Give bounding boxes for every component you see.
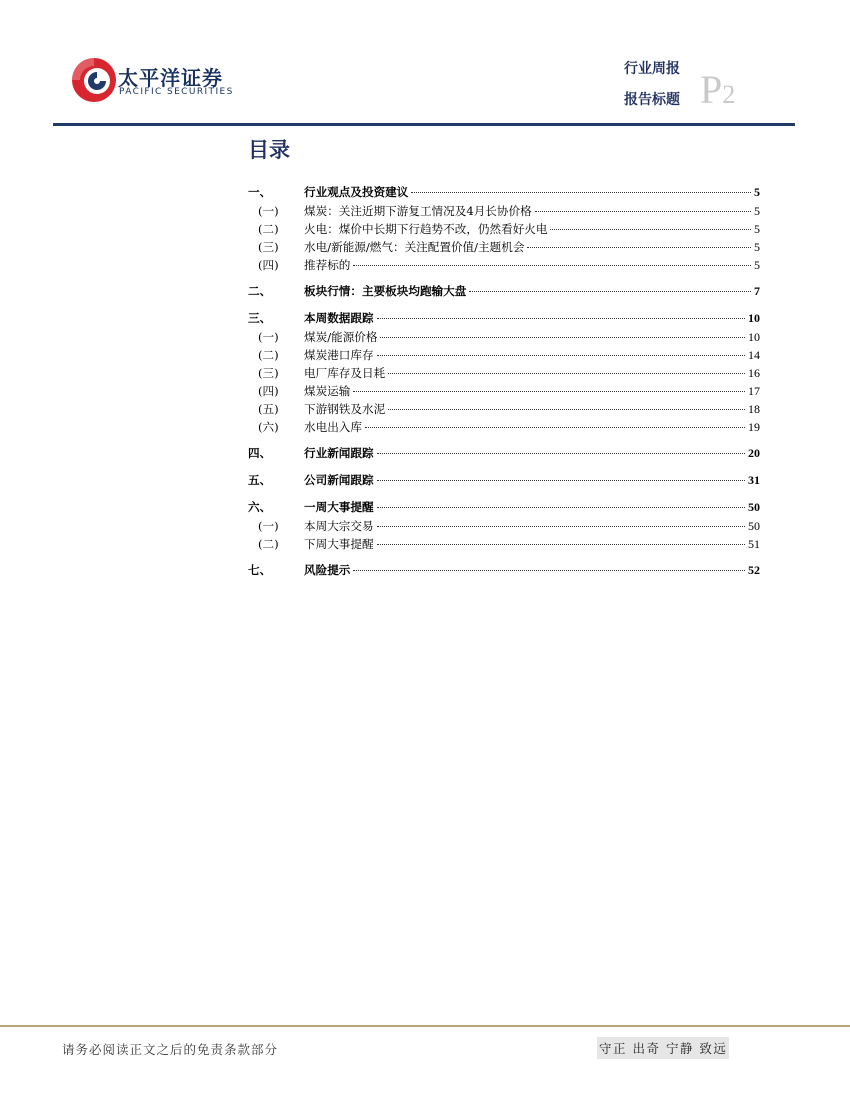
toc-entry-page: 50 xyxy=(748,519,760,533)
toc-subentry[interactable] xyxy=(248,518,760,536)
toc-entry-number: (一) xyxy=(258,519,279,533)
toc-entry-label: 一周大事提醒 xyxy=(304,500,374,514)
toc-entry-number: (一) xyxy=(258,330,279,344)
page-indicator xyxy=(700,66,735,113)
toc-subentry[interactable] xyxy=(248,203,760,221)
toc-dot-leader xyxy=(469,291,751,292)
page-letter: P xyxy=(700,67,723,112)
toc-entry-number: 七、 xyxy=(248,563,272,577)
toc-subentry[interactable] xyxy=(248,329,760,347)
toc-entry-label: 本周大宗交易 xyxy=(304,519,374,533)
toc-entry-label: 水电出入库 xyxy=(304,420,362,434)
logo-english-name: PACIFIC SECURITIES xyxy=(119,87,234,97)
toc-entry-page: 50 xyxy=(748,500,760,514)
toc-entry-label: 风险提示 xyxy=(304,563,351,577)
toc-subentry[interactable] xyxy=(248,239,760,257)
toc-entry-label: 公司新闻跟踪 xyxy=(304,473,374,487)
toc-gap xyxy=(248,464,760,472)
toc-dot-leader xyxy=(377,507,745,508)
report-type: 行业周报 xyxy=(624,61,680,77)
toc-dot-leader xyxy=(388,409,745,410)
toc-entry[interactable] xyxy=(248,472,760,491)
toc-entry-label: 火电：煤价中长期下行趋势不改，仍然看好火电 xyxy=(304,222,548,236)
toc-gap xyxy=(248,302,760,310)
toc-entry-label: 水电/新能源/燃气：关注配置价值/主题机会 xyxy=(304,240,525,254)
toc-entry-page: 17 xyxy=(748,384,760,398)
toc-entry-page: 19 xyxy=(748,420,760,434)
toc-title: 目录 xyxy=(248,138,290,162)
page-number: 2 xyxy=(722,80,736,109)
toc-entry[interactable] xyxy=(248,499,760,518)
toc-entry[interactable] xyxy=(248,184,760,203)
toc-dot-leader xyxy=(365,427,745,428)
toc-entry-label: 推荐标的 xyxy=(304,258,351,272)
toc-dot-leader xyxy=(377,480,745,481)
toc-subentry[interactable] xyxy=(248,536,760,554)
toc-subentry[interactable] xyxy=(248,383,760,401)
toc-dot-leader xyxy=(411,192,751,193)
toc-entry-page: 52 xyxy=(748,563,760,577)
toc-entry-page: 31 xyxy=(748,473,760,487)
toc-dot-leader xyxy=(377,318,745,319)
toc-entry-label: 煤炭：关注近期下游复工情况及4月长协价格 xyxy=(304,204,532,218)
toc-entry-page: 5 xyxy=(754,240,760,254)
toc-gap xyxy=(248,554,760,562)
toc-entry-page: 10 xyxy=(748,311,760,325)
table-of-contents xyxy=(248,184,760,581)
toc-entry-label: 煤炭/能源价格 xyxy=(304,330,378,344)
toc-dot-leader xyxy=(377,544,745,545)
toc-dot-leader xyxy=(353,265,751,266)
toc-entry[interactable] xyxy=(248,562,760,581)
toc-entry[interactable] xyxy=(248,310,760,329)
toc-entry-label: 板块行情：主要板块均跑输大盘 xyxy=(304,284,467,298)
toc-entry-page: 10 xyxy=(748,330,760,344)
toc-entry-number: (六) xyxy=(258,420,279,434)
toc-entry-label: 下周大事提醒 xyxy=(304,537,374,551)
footer-motto: 守正 出奇 宁静 致远 xyxy=(597,1037,729,1059)
footer-disclaimer: 请务必阅读正文之后的免责条款部分 xyxy=(62,1042,279,1057)
toc-entry-number: 一、 xyxy=(248,185,272,199)
toc-entry-number: (一) xyxy=(258,204,279,218)
toc-subentry[interactable] xyxy=(248,347,760,365)
toc-dot-leader xyxy=(377,526,745,527)
toc-entry-page: 20 xyxy=(748,446,760,460)
toc-entry-page: 16 xyxy=(748,366,760,380)
toc-entry-label: 煤炭港口库存 xyxy=(304,348,374,362)
toc-entry-label: 电厂库存及日耗 xyxy=(304,366,386,380)
toc-subentry[interactable] xyxy=(248,419,760,437)
toc-dot-leader xyxy=(353,391,745,392)
toc-entry-page: 14 xyxy=(748,348,760,362)
toc-entry-label: 本周数据跟踪 xyxy=(304,311,374,325)
toc-entry-number: 六、 xyxy=(248,500,272,514)
toc-entry-number: (二) xyxy=(258,537,279,551)
toc-dot-leader xyxy=(377,355,745,356)
toc-entry-label: 下游钢铁及水泥 xyxy=(304,402,386,416)
toc-subentry[interactable] xyxy=(248,221,760,239)
toc-dot-leader xyxy=(527,247,751,248)
toc-subentry[interactable] xyxy=(248,365,760,383)
footer-divider xyxy=(0,1025,850,1027)
toc-entry-page: 5 xyxy=(754,258,760,272)
toc-entry-number: (二) xyxy=(258,348,279,362)
toc-entry-number: 三、 xyxy=(248,311,272,325)
toc-dot-leader xyxy=(535,211,751,212)
toc-gap xyxy=(248,275,760,283)
toc-subentry[interactable] xyxy=(248,401,760,419)
toc-entry-label: 行业新闻跟踪 xyxy=(304,446,374,460)
toc-gap xyxy=(248,491,760,499)
toc-entry-number: (四) xyxy=(258,384,279,398)
toc-entry-label: 行业观点及投资建议 xyxy=(304,185,409,199)
toc-dot-leader xyxy=(380,337,745,338)
toc-entry-label: 煤炭运输 xyxy=(304,384,351,398)
toc-entry-number: 五、 xyxy=(248,473,272,487)
toc-entry-number: 二、 xyxy=(248,284,272,298)
toc-entry-page: 7 xyxy=(754,284,760,298)
report-title: 报告标题 xyxy=(624,92,680,108)
toc-entry-number: (四) xyxy=(258,258,279,272)
toc-entry-page: 5 xyxy=(754,204,760,218)
toc-entry-number: (五) xyxy=(258,402,279,416)
toc-entry-number: (三) xyxy=(258,366,279,380)
toc-gap xyxy=(248,437,760,445)
logo-chinese-name: 太平洋证券 xyxy=(118,66,223,90)
toc-entry-page: 5 xyxy=(754,185,760,199)
toc-entry-number: (二) xyxy=(258,222,279,236)
toc-dot-leader xyxy=(388,373,745,374)
toc-entry-number: 四、 xyxy=(248,446,272,460)
toc-subentry[interactable] xyxy=(248,257,760,275)
toc-entry[interactable] xyxy=(248,283,760,302)
toc-dot-leader xyxy=(377,453,745,454)
toc-dot-leader xyxy=(353,570,745,571)
toc-entry[interactable] xyxy=(248,445,760,464)
toc-entry-number: (三) xyxy=(258,240,279,254)
header-divider xyxy=(53,123,795,126)
toc-entry-page: 5 xyxy=(754,222,760,236)
toc-entry-page: 51 xyxy=(748,537,760,551)
toc-dot-leader xyxy=(550,229,751,230)
toc-entry-page: 18 xyxy=(748,402,760,416)
